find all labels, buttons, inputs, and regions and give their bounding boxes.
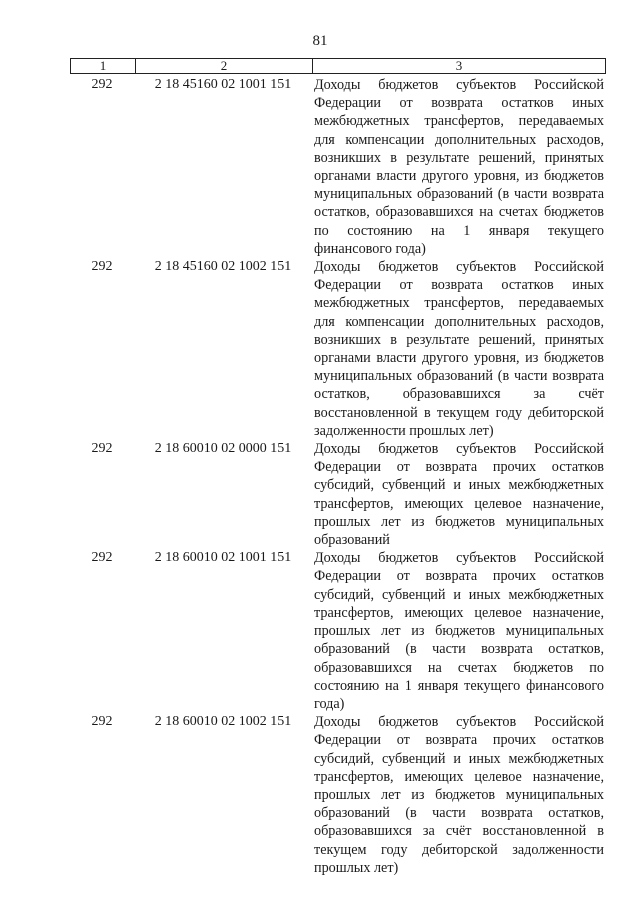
budget-classification-code-cell: 2 18 45160 02 1002 151 xyxy=(154,259,292,275)
table-row xyxy=(70,713,604,877)
table-header-row xyxy=(70,58,606,74)
table-row xyxy=(70,440,604,549)
table-header-col-3: 3 xyxy=(455,58,463,73)
admin-code-cell: 292 xyxy=(91,77,113,92)
revenue-description-cell: Доходы бюджетов субъектов Российской Федерации от возврата остатков иных межбюджетных трансфертов, передаваемых для компенсации дополнительных расходов, возникших в результате решений, принятых органами власти другого уровня, из бюджетов муниципальных образований (в части возврата остатков, образовавшихся на счетах бюджетов по состоянию на 1 января текущего финансового года) xyxy=(314,77,604,257)
admin-code-cell: 292 xyxy=(91,550,113,566)
admin-code-cell: 292 xyxy=(91,259,113,275)
page-number: 81 xyxy=(312,33,328,49)
table-row xyxy=(70,258,604,440)
revenue-description-cell: Доходы бюджетов субъектов Российской Федерации от возврата прочих остатков субсидий, субвенций и иных межбюджетных трансфертов, имеющих целевое назначение, прошлых лет из бюджетов муниципальных образований (в части возврата остатков, образовавшихся за счёт восстановленной в текущем году дебиторской задолженности прошлых лет) xyxy=(314,714,604,876)
table-header-col-2: 2 xyxy=(136,59,313,73)
budget-classification-code-cell: 2 18 60010 02 0000 151 xyxy=(154,441,292,457)
admin-code-cell: 292 xyxy=(91,714,113,730)
revenue-description-cell: Доходы бюджетов субъектов Российской Федерации от возврата остатков иных межбюджетных трансфертов, передаваемых для компенсации дополнительных расходов, возникших в результате решений, принятых органами власти другого уровня, из бюджетов муниципальных образований (в части возврата остатков, образовавшихся за счёт восстановленной в текущем году дебиторской задолженности прошлых лет) xyxy=(314,259,604,439)
budget-classification-code-cell: 2 18 60010 02 1001 151 xyxy=(154,550,292,566)
table-row xyxy=(70,76,604,258)
budget-classification-code-cell: 2 18 45160 02 1001 151 xyxy=(154,77,292,92)
table-body xyxy=(70,76,604,877)
revenue-description-cell: Доходы бюджетов субъектов Российской Федерации от возврата прочих остатков субсидий, субвенций и иных межбюджетных трансфертов, имеющих целевое назначение, прошлых лет из бюджетов муниципальных образований xyxy=(314,441,604,549)
revenue-description-cell: Доходы бюджетов субъектов Российской Федерации от возврата прочих остатков субсидий, субвенций и иных межбюджетных трансфертов, имеющих целевое назначение, прошлых лет из бюджетов муниципальных образований (в части возврата остатков, образовавшихся на счетах бюджетов по состоянию на 1 января текущего финансового года) xyxy=(314,550,604,712)
table-row xyxy=(70,549,604,713)
table-header-col-1: 1 xyxy=(71,59,136,73)
budget-classification-code-cell: 2 18 60010 02 1002 151 xyxy=(154,714,292,730)
admin-code-cell: 292 xyxy=(91,441,113,457)
